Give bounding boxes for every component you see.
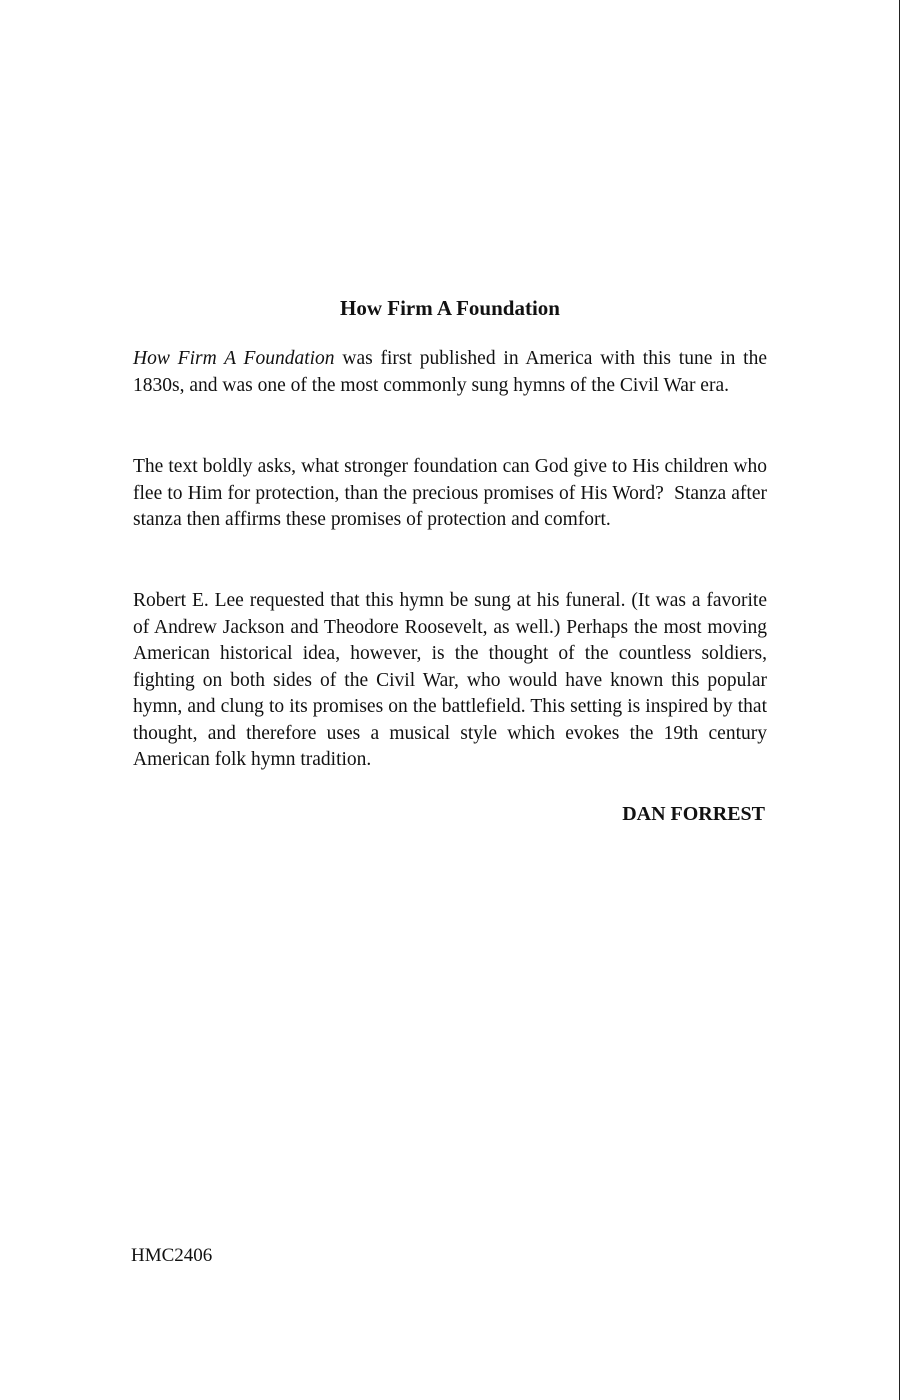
paragraph-text-meaning: The text boldly asks, what stronger foundation can God give to His children who flee to Him for protection, than the precious promises of His Word? Stanza after stanza then affirms these promises of protection and comfort. — [133, 456, 772, 530]
catalog-code: HMC2406 — [131, 1245, 213, 1266]
author-signature: DAN FORREST — [622, 803, 765, 825]
paragraph-history: Robert E. Lee requested that this hymn be sung at his funeral. (It was a favorite of Andrew Jackson and Theodore Roosevelt, as well.) Perhaps the most moving American historical idea, however, is the thought of the countless soldiers, fighting on both sides of the Civil War, who would have known this popular hymn, and clung to its promises on the battlefield. This setting is inspired by that thought, and therefore uses a musical style which evokes the 19th century American folk hymn tradition. — [133, 590, 767, 770]
hymn-title-italic: How Firm A Foundation — [133, 348, 335, 369]
page-title: How Firm A Foundation — [340, 296, 560, 320]
paragraph-intro-text: was first published in America with this tune in the 1830s, and was one of the most commonly sung hymns of the Civil War era. — [133, 348, 767, 396]
paragraph-intro — [133, 346, 767, 399]
